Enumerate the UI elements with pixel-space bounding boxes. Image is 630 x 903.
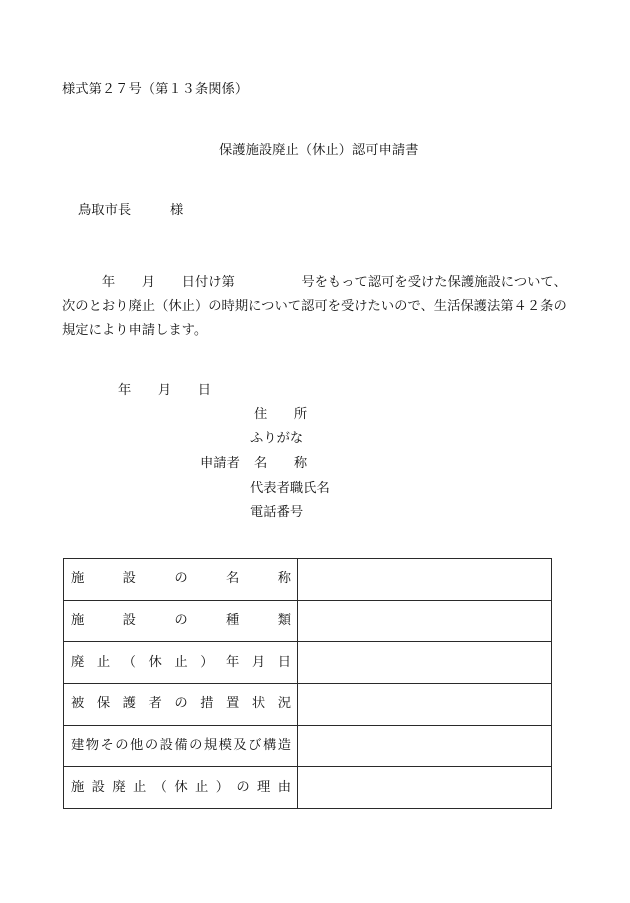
row-label: 施設廃止（休止）の理由	[64, 767, 298, 809]
addressee-honorific: 様	[170, 203, 184, 218]
row-label: 施設の種類	[64, 600, 298, 642]
application-date: 年 月 日	[118, 383, 212, 398]
applicant-address-label: 住 所	[254, 407, 308, 422]
table-row	[64, 600, 552, 642]
body-line: 規定により申請します。	[62, 323, 208, 338]
table-row	[64, 725, 552, 767]
row-value-field	[298, 725, 552, 767]
row-value-field	[298, 642, 552, 684]
row-label: 施設の名称	[64, 559, 298, 601]
applicant-name-label: 名 称	[254, 456, 308, 471]
row-label: 廃止（休止）年月日	[64, 642, 298, 684]
form-number: 様式第２７号（第１３条関係）	[62, 82, 249, 97]
document-title: 保護施設廃止（休止）認可申請書	[219, 143, 419, 158]
row-value-field	[298, 600, 552, 642]
applicant-representative-label: 代表者職氏名	[250, 481, 330, 496]
row-label: 被保護者の措置状況	[64, 683, 298, 725]
row-value-field	[298, 683, 552, 725]
addressee-name: 鳥取市長	[78, 203, 132, 218]
table-row	[64, 559, 552, 601]
applicant-group-label: 申請者	[200, 456, 240, 471]
table-row	[64, 767, 552, 809]
row-label: 建物その他の設備の規模及び構造	[64, 725, 298, 767]
row-value-field	[298, 767, 552, 809]
body-line: 次のとおり廃止（休止）の時期について認可を受けたいので、生活保護法第４２条の	[62, 299, 567, 314]
row-value-field	[298, 559, 552, 601]
body-line: 年 月 日付け第 号をもって認可を受けた保護施設について、	[62, 275, 567, 290]
applicant-phone-label: 電話番号	[250, 505, 304, 520]
table-row	[64, 683, 552, 725]
applicant-furigana-label: ふりがな	[250, 431, 304, 446]
facility-details-table	[63, 558, 552, 809]
table-row	[64, 642, 552, 684]
